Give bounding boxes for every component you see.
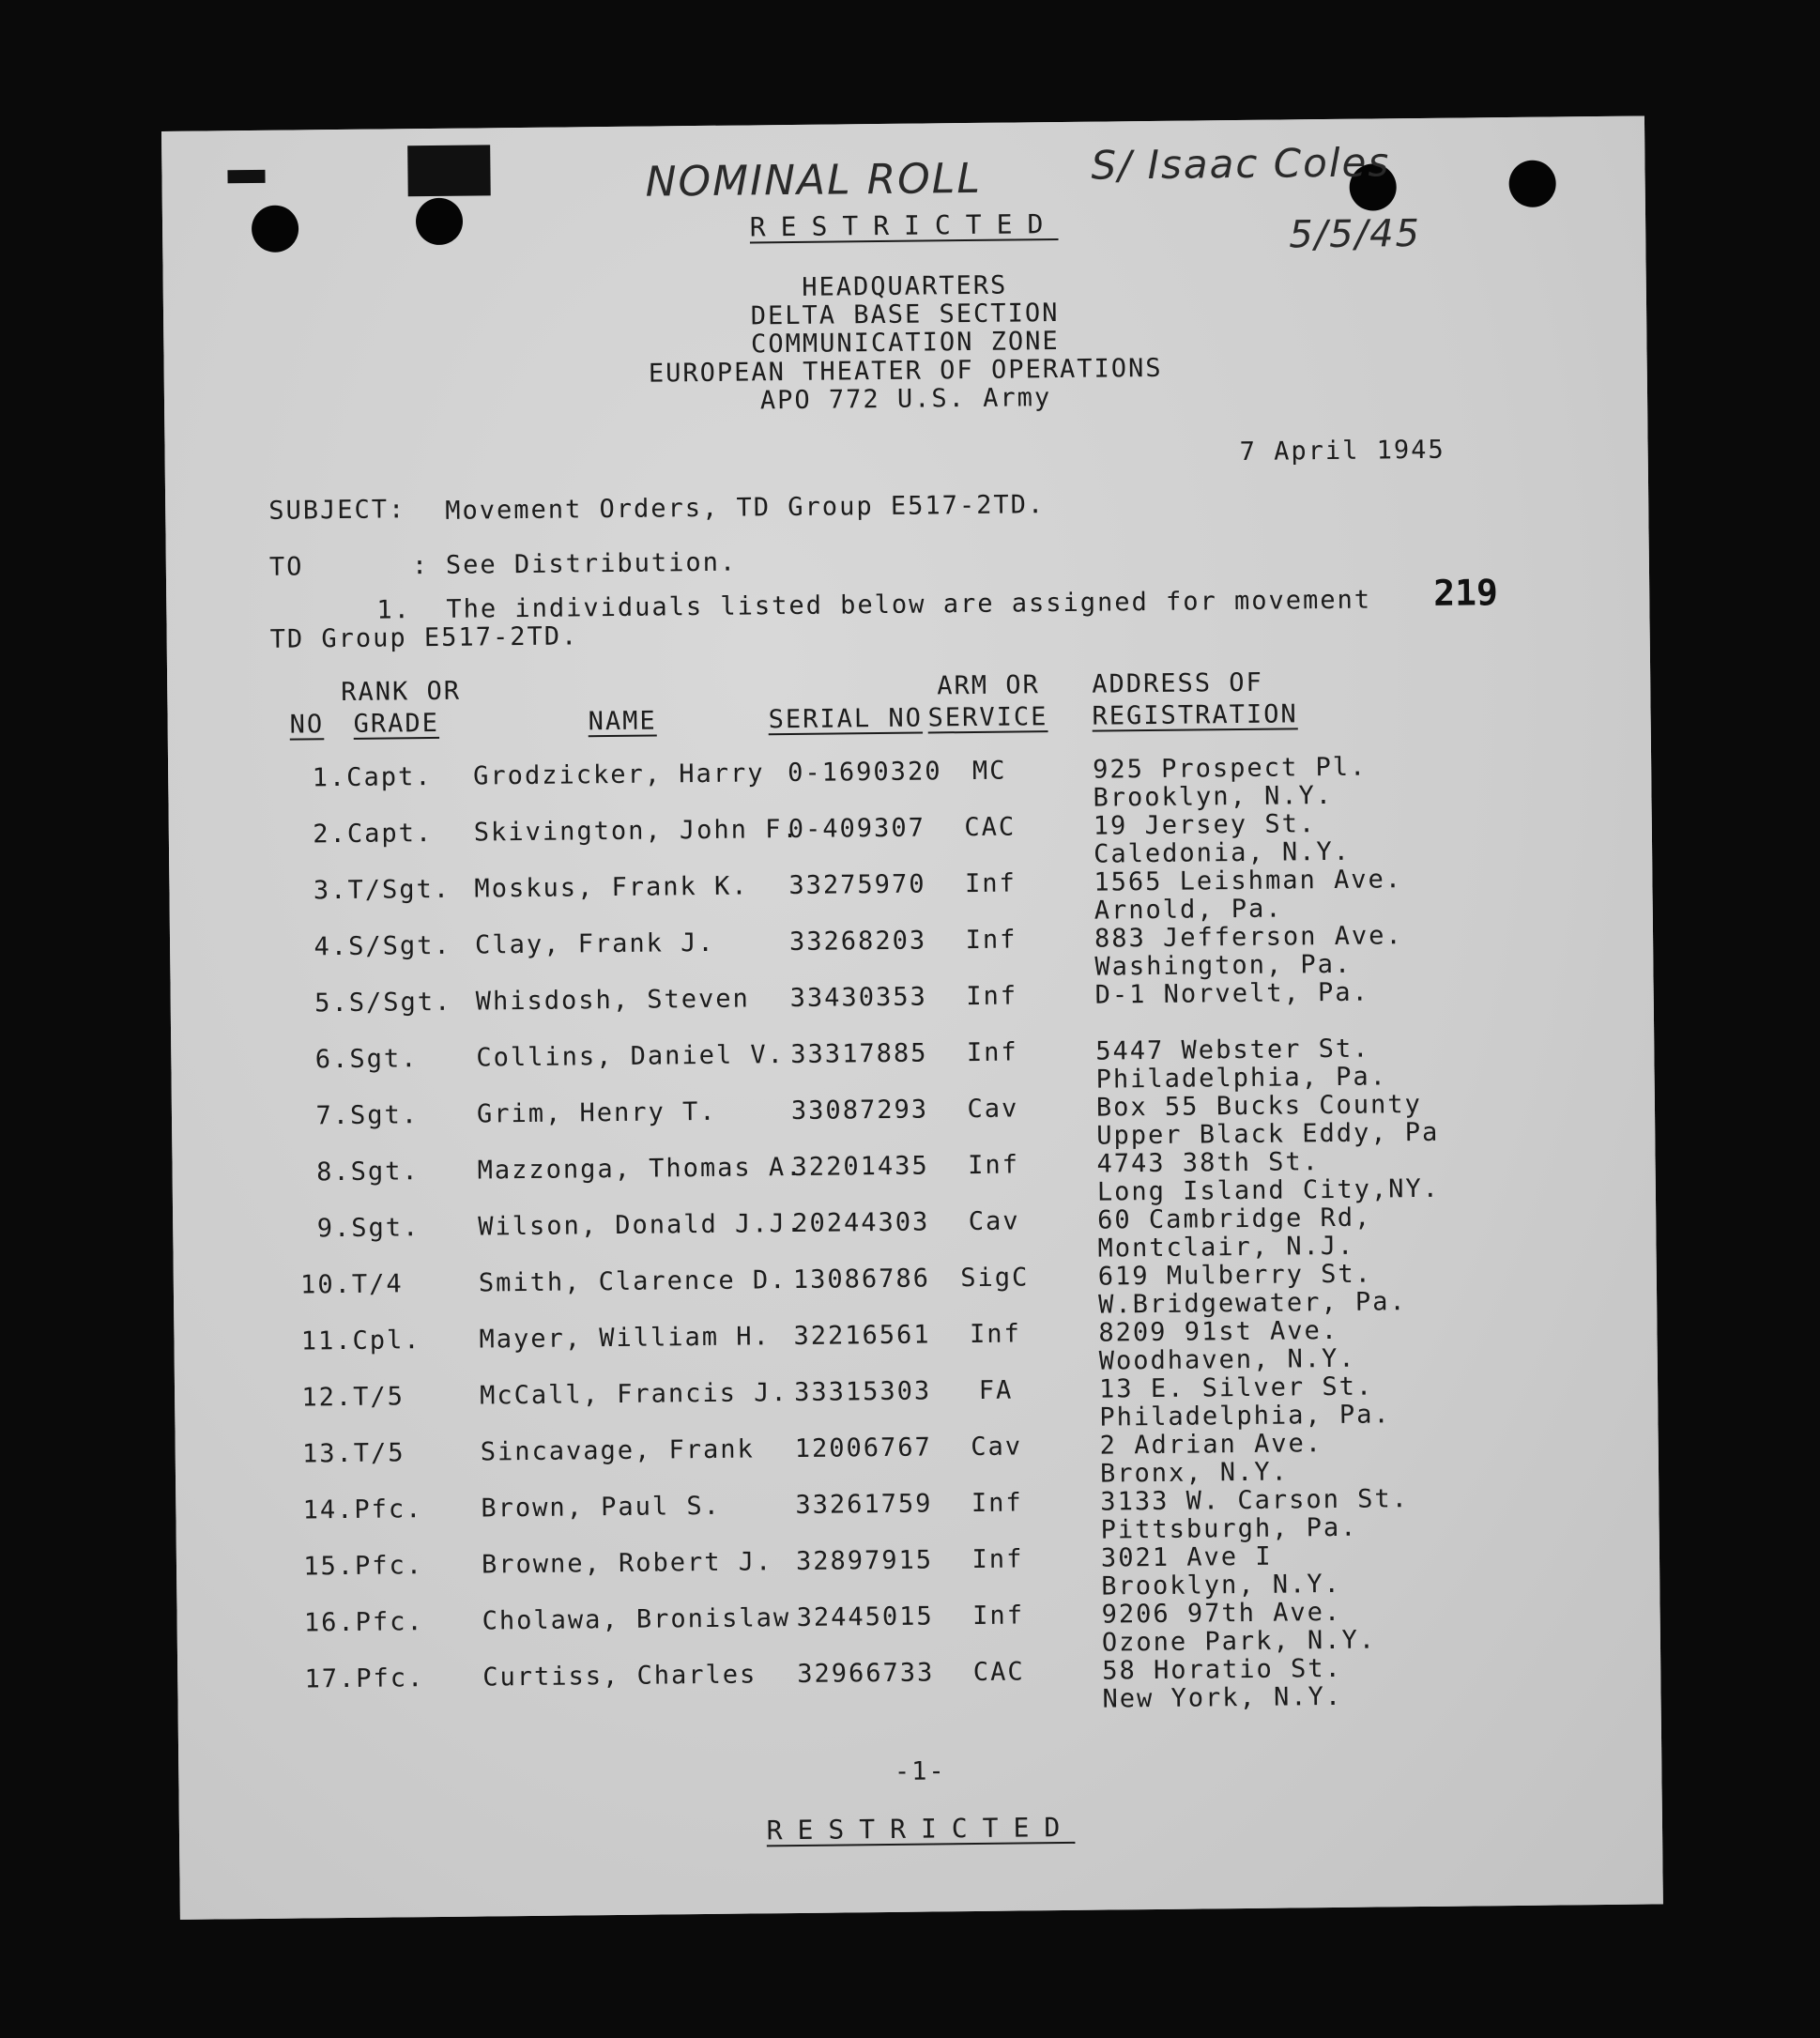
row-arm: Inf: [971, 1488, 1023, 1519]
header-line-1: HEADQUARTERS: [802, 270, 1008, 302]
page-number: -1-: [894, 1756, 946, 1786]
row-arm: Inf: [965, 925, 1017, 956]
row-arm: Inf: [971, 1544, 1024, 1575]
row-no: 17.: [304, 1663, 357, 1694]
row-address-line-1: 5447 Webster St.: [1095, 1034, 1370, 1066]
row-address-line-1: 883 Jefferson Ave.: [1094, 921, 1403, 954]
subject-label: SUBJECT:: [268, 495, 406, 526]
row-no: 7.: [315, 1100, 351, 1131]
to-text: See Distribution.: [445, 547, 738, 580]
row-no: 12.: [301, 1382, 354, 1413]
row-name: Moskus, Frank K.: [474, 871, 749, 904]
row-arm: Inf: [969, 1319, 1022, 1350]
row-rank: Pfc.: [355, 1607, 424, 1637]
document-date: 7 April 1945: [1239, 435, 1445, 467]
row-address-line-1: 619 Mulberry St.: [1097, 1259, 1373, 1292]
row-serial: 32201435: [791, 1151, 929, 1183]
row-serial: 33268203: [788, 926, 927, 958]
row-rank: Cpl.: [352, 1325, 421, 1356]
row-address-line-2: Ozone Park, N.Y.: [1101, 1625, 1377, 1658]
row-serial: 33430353: [789, 982, 927, 1014]
row-rank: Sgt.: [351, 1213, 421, 1243]
row-address-line-2: Washington, Pa.: [1094, 949, 1353, 982]
row-serial: 33317885: [790, 1038, 928, 1070]
row-arm: SigC: [960, 1263, 1030, 1294]
classification-top: RESTRICTED: [749, 208, 1059, 243]
handwritten-name: S/ Isaac Coles: [1091, 139, 1391, 189]
row-name: Sincavage, Frank: [480, 1434, 755, 1467]
row-serial: 32216561: [793, 1320, 931, 1352]
row-address-line-1: D-1 Norvelt, Pa.: [1094, 977, 1369, 1010]
col-serial: SERIAL NO: [768, 703, 924, 735]
col-rank-bottom: GRADE: [353, 708, 440, 739]
row-arm: Cav: [968, 1206, 1020, 1237]
row-address-line-1: 8209 91st Ave.: [1098, 1315, 1339, 1348]
row-address-line-2: W.Bridgewater, Pa.: [1097, 1287, 1407, 1320]
to-separator: :: [411, 551, 430, 581]
row-rank: T/Sgt.: [347, 874, 451, 905]
row-address-line-2: Brooklyn, N.Y.: [1101, 1569, 1342, 1601]
row-serial: 0-409307: [788, 813, 926, 845]
document-page: [161, 115, 1663, 1919]
row-address-line-1: 4743 38th St.: [1096, 1147, 1321, 1179]
col-addr-top: ADDRESS OF: [1092, 667, 1263, 699]
col-name: NAME: [588, 706, 657, 737]
paragraph-line-2: TD Group E517-2TD.: [269, 621, 579, 654]
row-serial: 33261759: [795, 1489, 933, 1521]
row-no: 4.: [314, 931, 349, 962]
row-rank: S/Sgt.: [347, 930, 451, 961]
row-address-line-2: Upper Black Eddy, Pa: [1096, 1117, 1440, 1151]
row-serial: 33087293: [790, 1095, 929, 1126]
row-address-line-1: 3021 Ave I: [1100, 1541, 1273, 1573]
row-name: Whisdosh, Steven: [475, 984, 750, 1017]
row-address-line-1: 1565 Leishman Ave.: [1094, 865, 1403, 897]
row-address-line-2: Philadelphia, Pa.: [1095, 1062, 1388, 1095]
row-address-line-1: 60 Cambridge Rd,: [1097, 1203, 1372, 1235]
row-no: 5.: [314, 988, 349, 1019]
row-arm: CAC: [964, 812, 1017, 843]
row-rank: Pfc.: [354, 1494, 423, 1525]
row-no: 16.: [303, 1607, 356, 1638]
col-rank-top: RANK OR: [341, 676, 462, 708]
row-name: Browne, Robert J.: [481, 1547, 773, 1580]
row-address-line-1: 9206 97th Ave.: [1101, 1597, 1342, 1630]
row-name: McCall, Francis J.: [479, 1378, 788, 1411]
handwritten-date: 5/5/45: [1288, 211, 1422, 257]
paragraph-number: 1.: [376, 595, 412, 625]
punch-hole-right-2: [1508, 160, 1556, 207]
row-no: 11.: [300, 1325, 353, 1356]
row-arm: Inf: [968, 1150, 1020, 1181]
col-arm-top: ARM OR: [937, 670, 1040, 701]
row-address-line-2: Philadelphia, Pa.: [1099, 1400, 1391, 1433]
paragraph-line-1: The individuals listed below are assigned for movement: [446, 585, 1372, 624]
row-name: Grodzicker, Harry: [473, 759, 765, 791]
row-address-line-2: Arnold, Pa.: [1094, 894, 1283, 926]
row-arm: Inf: [966, 981, 1018, 1012]
header-line-2: DELTA BASE SECTION: [750, 298, 1060, 331]
row-name: Grim, Henry T.: [476, 1096, 717, 1129]
row-rank: Sgt.: [350, 1157, 420, 1187]
row-arm: MC: [971, 756, 1007, 786]
row-no: 15.: [303, 1551, 356, 1582]
row-arm: Inf: [972, 1601, 1025, 1632]
row-name: Collins, Daniel V.: [476, 1040, 786, 1073]
row-name: Mazzonga, Thomas A.: [477, 1152, 803, 1186]
row-name: Skivington, John F.: [473, 814, 800, 848]
row-address-line-2: Caledonia, N.Y.: [1093, 836, 1352, 869]
row-no: 1.: [312, 762, 347, 793]
row-no: 3.: [313, 875, 348, 906]
row-address-line-1: 3133 W. Carson St.: [1100, 1484, 1410, 1517]
row-name: Curtiss, Charles: [482, 1660, 757, 1693]
row-address-line-2: New York, N.Y.: [1102, 1681, 1343, 1714]
col-no: NO: [289, 710, 325, 740]
row-no: 2.: [313, 819, 348, 850]
row-no: 14.: [302, 1494, 355, 1525]
row-serial: 33315303: [793, 1376, 932, 1408]
row-address-line-1: 19 Jersey St.: [1093, 809, 1317, 841]
row-no: 6.: [314, 1044, 350, 1075]
row-name: Smith, Clarence D.: [478, 1265, 788, 1298]
row-rank: T/4: [351, 1269, 404, 1299]
row-name: Brown, Paul S.: [481, 1491, 722, 1524]
row-no: 10.: [299, 1269, 353, 1300]
classification-bottom: RESTRICTED: [766, 1811, 1076, 1846]
row-address-line-1: 13 E. Silver St.: [1098, 1371, 1374, 1404]
header-line-3: COMMUNICATION ZONE: [750, 326, 1060, 360]
row-address-line-1: 58 Horatio St.: [1102, 1653, 1342, 1686]
row-no: 8.: [315, 1157, 351, 1188]
row-serial: 13086786: [792, 1264, 931, 1295]
row-name: Mayer, William H.: [479, 1322, 771, 1355]
row-name: Cholawa, Bronislaw: [482, 1603, 791, 1636]
row-arm: FA: [978, 1375, 1014, 1405]
row-address-line-2: Montclair, N.J.: [1097, 1231, 1355, 1264]
row-arm: Inf: [964, 868, 1017, 899]
row-no: 13.: [301, 1438, 354, 1469]
row-address-line-2: Long Island City,NY.: [1096, 1173, 1441, 1207]
row-address-line-1: 2 Adrian Ave.: [1099, 1429, 1323, 1461]
row-address-line-2: Woodhaven, N.Y.: [1098, 1343, 1356, 1376]
row-rank: T/5: [353, 1438, 405, 1468]
row-rank: Capt.: [346, 762, 433, 792]
row-serial: 33275970: [788, 869, 926, 901]
row-rank: Sgt.: [349, 1044, 419, 1074]
header-line-5: APO 772 U.S. Army: [759, 383, 1052, 416]
to-label: TO: [268, 552, 304, 582]
row-rank: Capt.: [346, 819, 434, 849]
col-addr-bottom: REGISTRATION: [1092, 699, 1298, 731]
row-address-line-1: Box 55 Bucks County: [1095, 1089, 1422, 1123]
row-arm: Cav: [971, 1432, 1023, 1463]
row-rank: T/5: [352, 1382, 405, 1412]
row-serial: 0-1690320: [788, 757, 942, 789]
handwritten-title: NOMINAL ROLL: [645, 154, 983, 207]
row-name: Clay, Frank J.: [474, 927, 715, 960]
row-no: 9.: [316, 1213, 352, 1244]
col-arm-bottom: SERVICE: [927, 702, 1048, 733]
row-serial: 20244303: [792, 1207, 930, 1239]
row-address-line-2: Brooklyn, N.Y.: [1093, 780, 1334, 813]
row-address-line-2: Bronx, N.Y.: [1099, 1457, 1289, 1489]
row-arm: CAC: [972, 1657, 1025, 1688]
header-line-4: EUROPEAN THEATER OF OPERATIONS: [648, 353, 1163, 389]
row-name: Wilson, Donald J.J.: [478, 1208, 804, 1242]
row-serial: 32966733: [797, 1658, 935, 1689]
row-rank: Pfc.: [354, 1551, 424, 1581]
row-serial: 32897915: [795, 1545, 934, 1577]
row-rank: Pfc.: [356, 1663, 425, 1693]
row-serial: 12006767: [794, 1433, 932, 1464]
row-rank: S/Sgt.: [348, 987, 452, 1018]
stamp-number: 219: [1432, 572, 1499, 614]
row-address-line-1: 925 Prospect Pl.: [1093, 752, 1368, 785]
row-address-line-2: Pittsburgh, Pa.: [1100, 1512, 1358, 1545]
tape-mark-small: [227, 170, 265, 183]
row-rank: Sgt.: [349, 1100, 420, 1130]
subject-text: Movement Orders, TD Group E517-2TD.: [445, 490, 1046, 526]
tape-mark: [407, 145, 491, 196]
row-arm: Inf: [966, 1037, 1018, 1068]
row-arm: Cav: [967, 1094, 1019, 1125]
row-serial: 32445015: [796, 1601, 934, 1633]
